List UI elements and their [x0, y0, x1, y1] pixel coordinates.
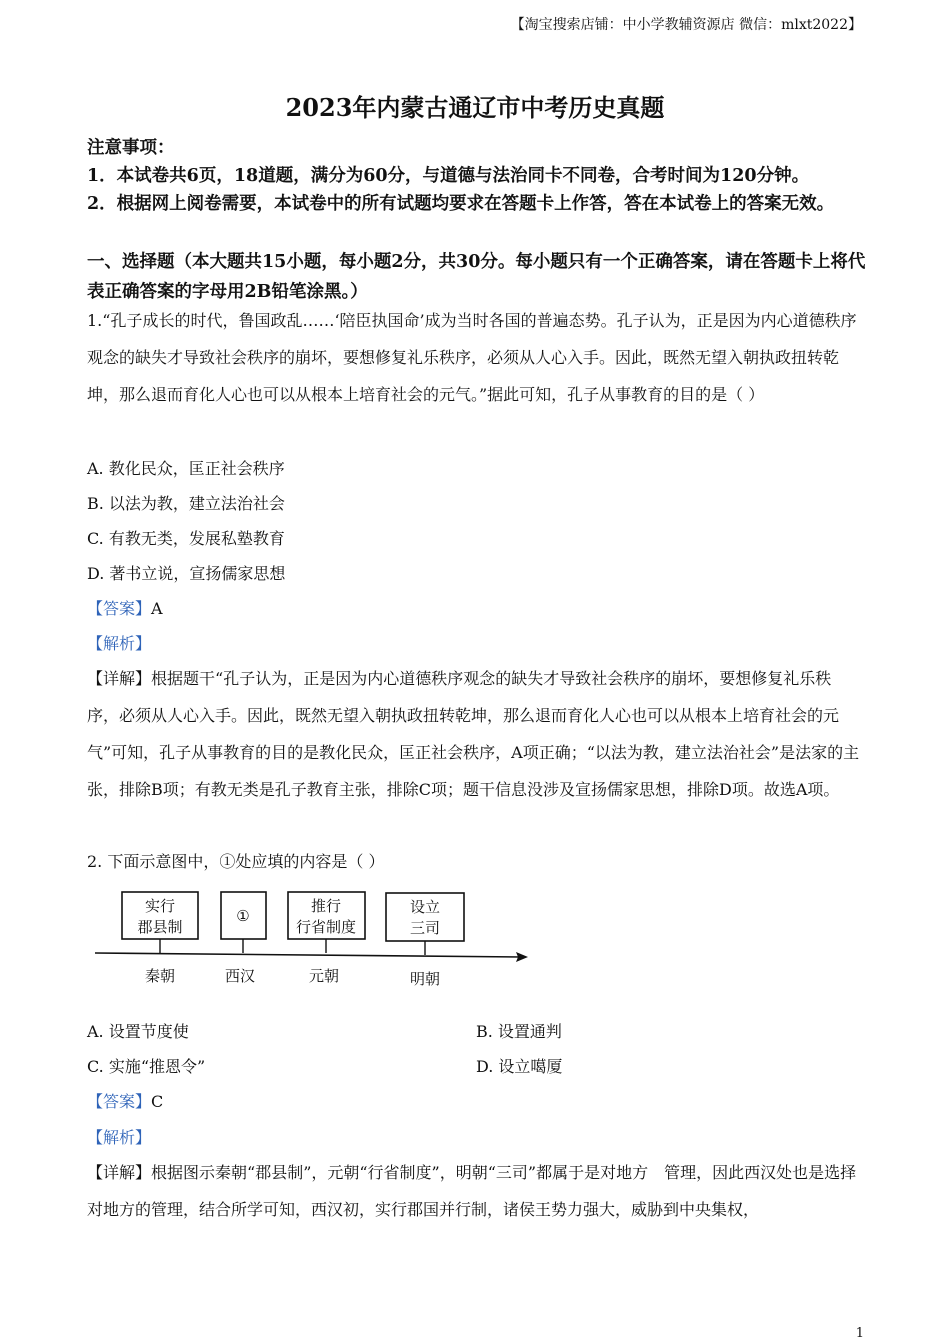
answer-tag: 【答案】	[87, 599, 152, 618]
q1-option-b: B. 以法为教，建立法治社会	[87, 494, 285, 513]
label-xihan: 西汉	[224, 967, 256, 985]
q1-detail	[87, 660, 862, 808]
notice-item-1: 1．本试卷共6页，18道题，满分为60分，与道德与法治同卡不同卷，合考时间为120分钟。	[87, 166, 810, 186]
detail-text: 根据题干“孔子认为，正是因为内心道德秩序观念的缺失才导致社会秩序的崩坏，要想修复礼乐秩序，必须从人心入手。因此，既然无望入朝执政扭转乾坤，那么退而育化人心也可以从根本上培育社会的元气”可知，孔子从事教育的目的是教化民众，匡正社会秩序，A项正确；“以法为教，建立法治社会”是法家的主张，排除B项；有教无类是孔子教育主张，排除C项；题干信息没涉及宣扬儒家思想，排除D项。故选A项。	[87, 669, 860, 799]
label-qin: 秦朝	[144, 967, 176, 985]
notice-heading: 注意事项：	[87, 138, 175, 158]
q1-analysis-tag: 【解析】	[87, 634, 152, 653]
page-number: 1	[855, 1326, 864, 1341]
box1-line2: 郡县制	[137, 918, 183, 936]
timeline-axis	[95, 953, 522, 957]
q2-option-a: A. 设置节度使	[87, 1022, 189, 1041]
answer-value: C	[151, 1092, 164, 1111]
q1-option-a: A. 教化民众，匡正社会秩序	[87, 459, 285, 478]
q1-option-c: C. 有教无类，发展私塾教育	[87, 529, 285, 548]
q1-option-d: D. 著书立说，宣扬儒家思想	[87, 564, 286, 583]
q2-option-b: B. 设置通判	[476, 1022, 562, 1041]
notice-item-2: 2．根据网上阅卷需要，本试卷中的所有试题均要求在答题卡上作答，答在本试卷上的答案无效。	[87, 194, 835, 214]
section-heading: 一、选择题（本大题共15小题，每小题2分，共30分。每小题只有一个正确答案，请在答题卡上将代表正确答案的字母用2B铅笔涂黑。）	[87, 252, 866, 302]
q2-option-c: C. 实施“推恩令”	[87, 1057, 206, 1076]
box2-text: ①	[236, 907, 250, 925]
timeline-diagram	[90, 885, 540, 995]
box3-line2: 行省制度	[295, 918, 357, 936]
box1-line1: 实行	[144, 897, 176, 915]
q2-option-d: D. 设立噶厦	[476, 1057, 563, 1076]
q1-stem: 1.“孔子成长的时代，鲁国政乱……‘陪臣执国命’成为当时各国的普遍态势。孔子认为，正是因为内心道德秩序观念的缺失才导致社会秩序的崩坏，要想修复礼乐秩序，必须从人心入手。因此，既然无望入朝执政扭转乾坤，那么退而育化人心也可以从根本上培育社会的元气。”据此可知，孔子从事教育的目的是（ ）	[87, 311, 857, 404]
answer-tag: 【答案】	[87, 1092, 152, 1111]
answer-value: A	[151, 599, 163, 618]
page-title: 2023年内蒙古通辽市中考历史真题	[285, 93, 665, 122]
q2-detail	[87, 1154, 862, 1228]
q2-analysis-tag: 【解析】	[87, 1128, 152, 1147]
detail-tag: 【详解】	[87, 1163, 152, 1182]
q2-stem: 2. 下面示意图中，①处应填的内容是（ ）	[87, 852, 385, 871]
box3-line1: 推行	[310, 897, 342, 915]
box4-line2: 三司	[409, 919, 441, 937]
box4-line1: 设立	[409, 898, 441, 916]
detail-tag: 【详解】	[87, 669, 152, 688]
label-yuan: 元朝	[308, 967, 340, 985]
label-ming: 明朝	[409, 970, 441, 988]
q2-answer	[87, 1090, 163, 1114]
detail-text: 根据图示秦朝“郡县制”，元朝“行省制度”，明朝“三司”都属于是对地方 管理，因此西汉处也是选择对地方的管理，结合所学可知，西汉初，实行郡国并行制，诸侯王势力强大，威胁到中央集权，	[87, 1163, 857, 1219]
q1-answer	[87, 597, 163, 621]
header-note: 【淘宝搜索店铺：中小学教辅资源店 微信：mlxt2022】	[510, 17, 862, 33]
